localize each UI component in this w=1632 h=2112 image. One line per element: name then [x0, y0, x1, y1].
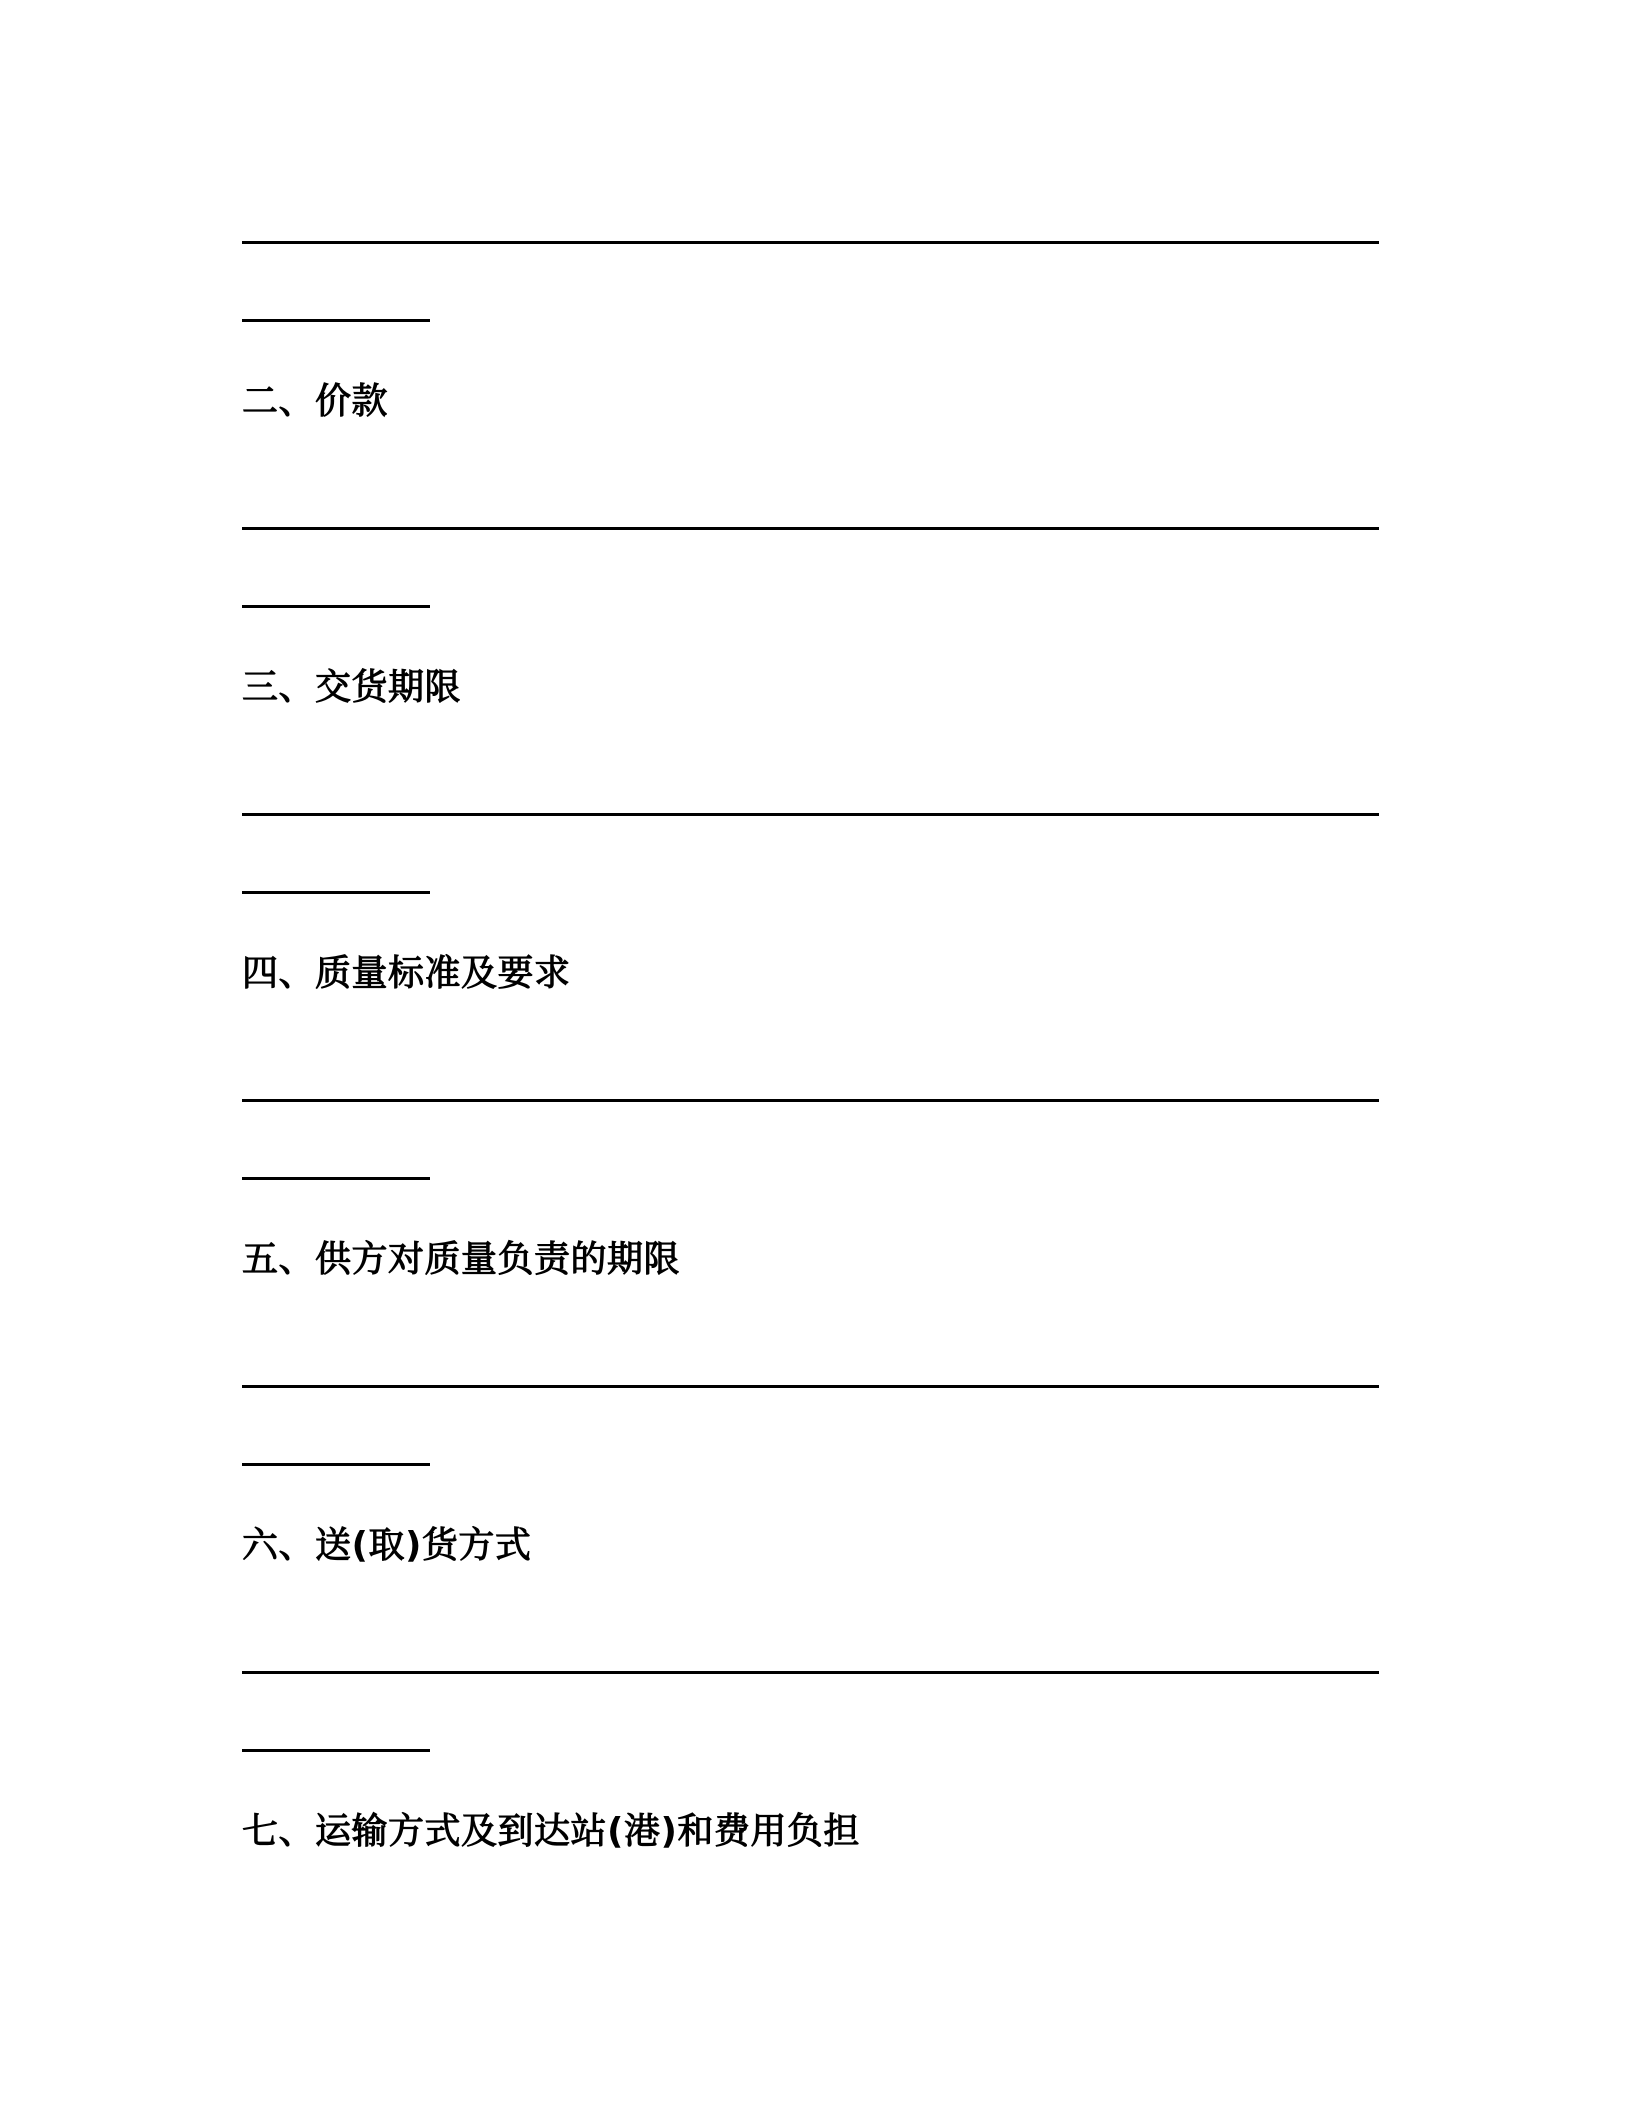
blank-fill-line — [242, 1671, 1379, 1674]
blank-fill-line — [242, 813, 1379, 816]
blank-fill-line-continued — [242, 1749, 430, 1752]
section-heading-delivery-term: 三、交货期限 — [242, 667, 462, 708]
blank-fill-line — [242, 241, 1379, 244]
blank-fill-line — [242, 527, 1379, 530]
blank-fill-line-continued — [242, 891, 430, 894]
blank-fill-line — [242, 1099, 1379, 1102]
section-heading-transport-and-costs: 七、运输方式及到达站(港)和费用负担 — [242, 1811, 860, 1852]
section-heading-quality-warranty-period: 五、供方对质量负责的期限 — [242, 1239, 681, 1280]
blank-fill-line-continued — [242, 1177, 430, 1180]
blank-fill-line-continued — [242, 1463, 430, 1466]
blank-fill-line — [242, 1385, 1379, 1388]
section-heading-delivery-method: 六、送(取)货方式 — [242, 1525, 532, 1566]
section-heading-price: 二、价款 — [242, 381, 389, 422]
section-heading-quality-standard: 四、质量标准及要求 — [242, 953, 571, 994]
blank-fill-line-continued — [242, 319, 430, 322]
blank-fill-line-continued — [242, 605, 430, 608]
